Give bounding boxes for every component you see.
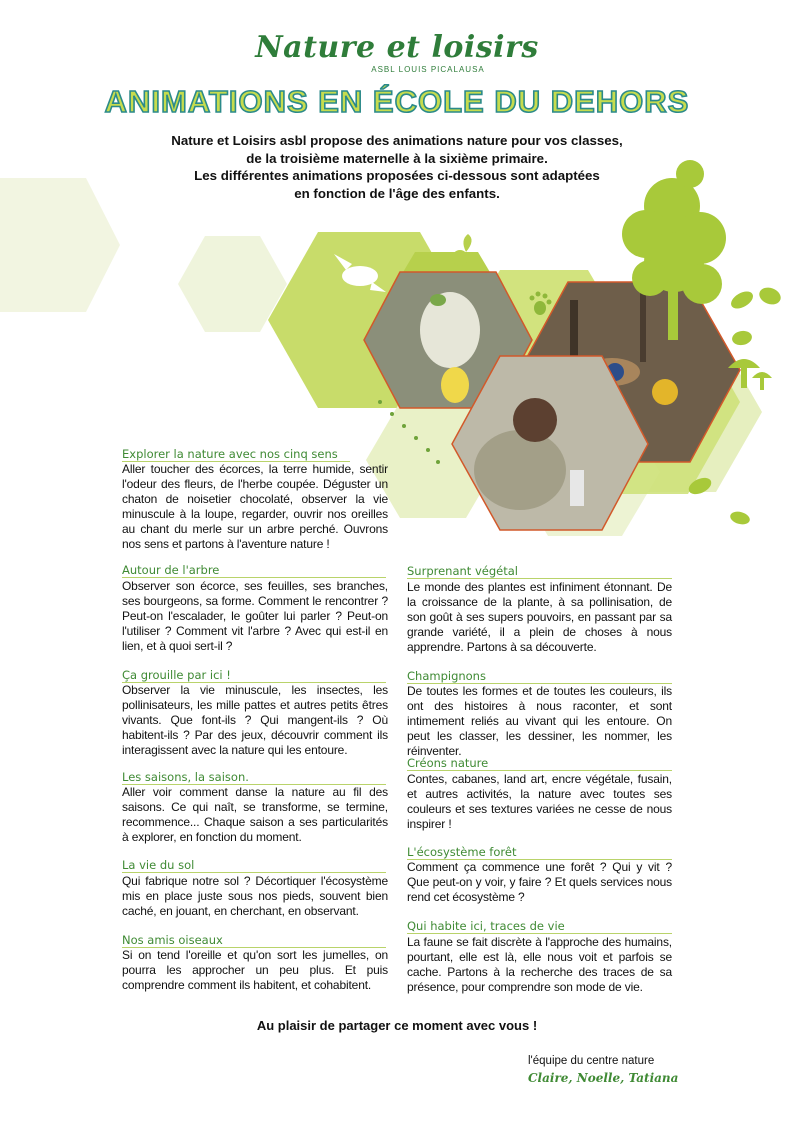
section-heading: Surprenant végétal <box>407 564 518 578</box>
section-body: Contes, cabanes, land art, encre végétale, fusain, et autres activités, la nature avec toutes ses couleurs et ses textures variées ne cesse de nous inspirer ! <box>407 772 672 831</box>
section-heading: Autour de l'arbre <box>122 563 220 577</box>
section-body: Aller voir comment danse la nature au fil des saisons. Ce qui naît, se transforme, se termine, recommence... Chaque saison a ses particularités à explorer, en fonction du moment. <box>122 785 388 844</box>
signature-names: Claire, Noelle, Tatiana <box>528 1071 679 1085</box>
intro-line: Nature et Loisirs asbl propose des animations nature pour vos classes, <box>171 133 623 148</box>
section-body: Observer son écorce, ses feuilles, ses branches, ses bourgeons, sa forme. Comment le rencontrer ? Peut-on l'escalader, le goûter lui parler ? Peut-on l'utiliser ? Comment vit l'arbre ? Avec qui est-il en lien, et à quoi sert-il ? <box>122 579 388 653</box>
section-body: De toutes les formes et de toutes les couleurs, ils ont des histoires à nous raconter, et sont intimement reliés au vivant qui les entoure. On peut les classer, les dessiner, les nommer, les réinventer. <box>407 684 672 758</box>
section-body: La faune se fait discrète à l'approche des humains, pourtant, elle est là, elle nous voit et parfois se cache. Partons à la recherche des traces de sa présence, pour comprendre son mode de vie. <box>407 935 672 994</box>
page-title: ANIMATIONS EN ÉCOLE DU DEHORS <box>104 84 690 119</box>
section-body: Qui fabrique notre sol ? Décortiquer l'écosystème mis en place juste sous nos pieds, souvent bien caché, en jouant, en cherchant, en observant. <box>122 874 388 918</box>
section-body: Si on tend l'oreille et qu'on sort les jumelles, on pourra les approcher un peu plus. Et puis comprendre comment ils habitent, et cohabitent. <box>122 948 388 992</box>
intro-line: en fonction de l'âge des enfants. <box>294 185 500 201</box>
section-heading: Ça grouille par ici ! <box>122 668 231 682</box>
section-body: Le monde des plantes est infiniment étonnant. De la croissance de la plante, à sa pollinisation, de son goût à ses supers pouvoirs, en passant par sa grande variété, il a plein de choses à nous apprendre. Partons à sa découverte. <box>407 580 672 654</box>
section-heading: Qui habite ici, traces de vie <box>407 919 565 933</box>
brand-subtitle: ASBL LOUIS PICALAUSA <box>371 65 485 74</box>
child-jacket <box>474 430 566 510</box>
land-art-leaf-shape <box>420 292 480 368</box>
leaf-icon <box>728 288 756 312</box>
section-body: Comment ça commence une forêt ? Qui y vit ? Que peut-on y voir, y faire ? Et quels services nous rend cet écosystème ? <box>407 860 672 904</box>
heading-underline <box>122 577 386 578</box>
signature-team: l'équipe du centre nature <box>528 1055 655 1067</box>
heading-underline <box>407 770 672 771</box>
section-heading: Nos amis oiseaux <box>122 933 223 947</box>
closing-message: Au plaisir de partager ce moment avec vous ! <box>256 1018 538 1033</box>
land-art-green-leaf <box>430 294 446 306</box>
microscope <box>570 470 584 506</box>
intro-line: de la troisième maternelle à la sixième primaire. <box>246 150 548 166</box>
cabin-child-yellow <box>652 379 678 405</box>
leaf-icon <box>729 510 751 527</box>
section-heading: Les saisons, la saison. <box>122 770 249 784</box>
leaf-icon <box>757 285 783 308</box>
child-head <box>513 398 557 442</box>
section-heading: Explorer la nature avec nos cinq sens <box>122 447 338 461</box>
section-heading: Champignons <box>407 669 486 683</box>
section-heading: La vie du sol <box>122 858 195 872</box>
section-body: Observer la vie minuscule, les insectes, les pollinisateurs, les mille pattes et autres petits êtres vivants. Que font-ils ? Qui mangent-ils ? Où habitent-ils ? Par des jeux, découvrir comment ils interagissent avec la nature qui les entoure. <box>122 683 388 757</box>
heading-underline <box>122 872 386 873</box>
heading-underline <box>407 933 672 934</box>
section-heading: Créons nature <box>407 756 489 770</box>
section-body: Aller toucher des écorces, la terre humide, sentir l'odeur des fleurs, de l'herbe coupée. Déguster un chaton de noisetier chocolaté, observer la vie minuscule à la loupe, regarder, ouvrir nos oreilles au chant du merle sur un arbre perché. Ouvrons nos sens et partons à l'aventure nature ! <box>122 462 388 551</box>
leaf-icon <box>731 329 753 346</box>
section-heading: L'écosystème forêt <box>407 845 517 859</box>
intro-line: Les différentes animations proposées ci-dessous sont adaptées <box>194 168 600 183</box>
intro-paragraph <box>100 132 694 202</box>
brand-logo-text: Nature et loisirs <box>255 30 539 65</box>
heading-underline <box>407 578 672 579</box>
cabin-tree-trunk-2 <box>640 292 646 362</box>
land-art-yellow-leaf <box>441 367 469 403</box>
